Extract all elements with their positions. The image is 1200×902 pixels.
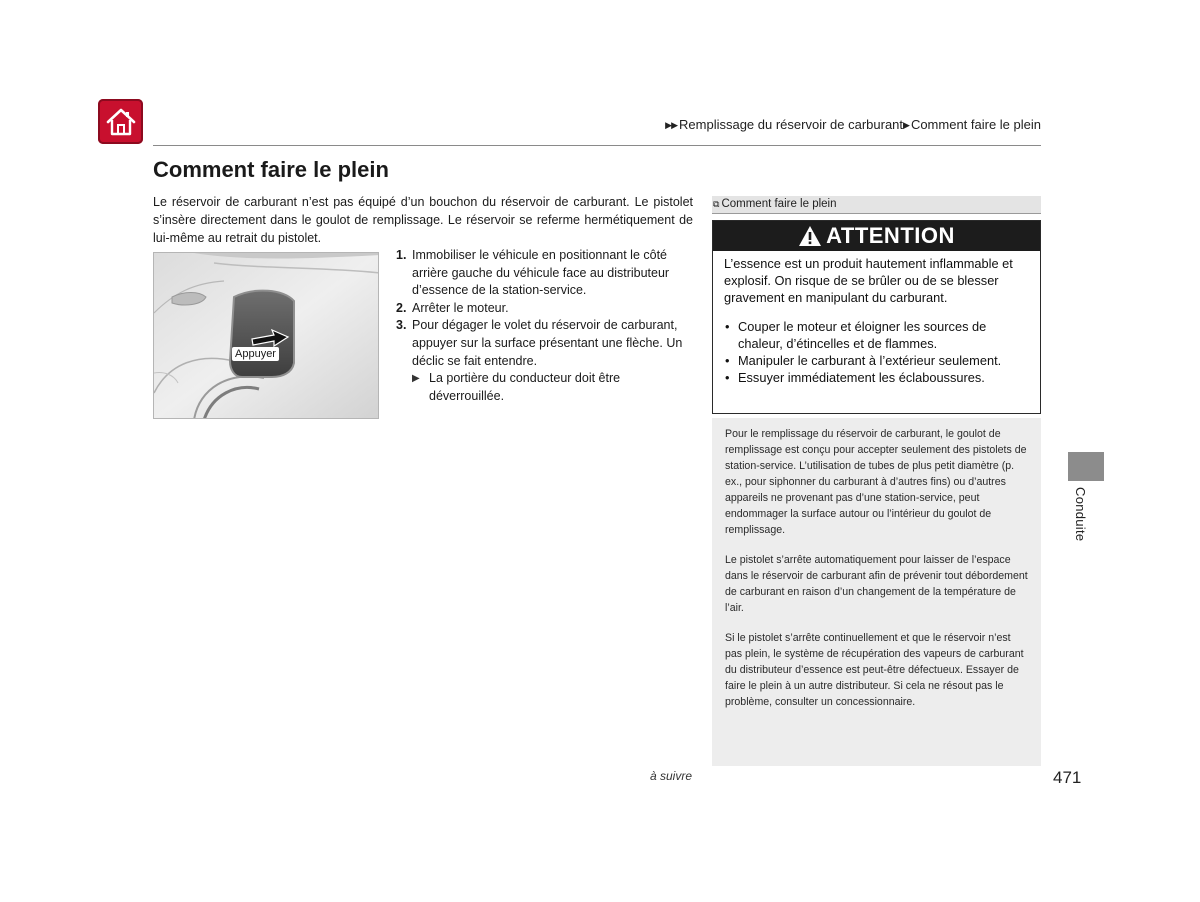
step-item	[396, 317, 692, 405]
step-item	[396, 247, 692, 300]
step-text: Immobiliser le véhicule en positionnant le côté arrière gauche du véhicule face au distributeur d’essence de la station-service.	[412, 248, 670, 298]
attention-bullet: • Essuyer immédiatement les éclaboussures.	[724, 369, 1030, 386]
continue-note: à suivre	[650, 769, 693, 783]
intro-paragraph: Le réservoir de carburant n’est pas équipé d’un bouchon du réservoir de carburant. Le pistolet s’insère directement dans le goulot de remplissage. Le réservoir se referme hermétiquement de lui-même au retrait du pistolet.	[153, 195, 693, 245]
step-note-text: La portière du conducteur doit être déverrouillée.	[429, 371, 621, 403]
step-item	[396, 300, 692, 318]
note-paragraph: Si le pistolet s’arrête continuellement et que le réservoir n’est pas plein, le système de récupération des vapeurs de carburant du distributeur d’essence est peut-être défectueux. Essayer de faire le plein à un autre distributeur. Si cela ne résout pas le problème, consulter un concessionnaire.	[725, 632, 1024, 708]
step-text: Pour dégager le volet du réservoir de carburant, appuyer sur la surface présentant une flèche. Un déclic se fait entendre.	[412, 318, 683, 368]
page-number: 471	[1053, 768, 1082, 787]
attention-body	[713, 251, 1040, 386]
step-number: 2.	[396, 300, 407, 315]
breadcrumb-item[interactable]: Remplissage du réservoir de carburant	[679, 117, 904, 132]
procedure-steps	[396, 247, 692, 405]
sidebar-header-text: Comment faire le plein	[721, 198, 837, 210]
breadcrumb	[665, 117, 1041, 132]
triangle-bullet-icon: ▶	[412, 373, 420, 385]
warning-icon	[798, 225, 822, 247]
sidebar-header	[712, 196, 1041, 214]
section-tab-marker[interactable]	[1068, 452, 1104, 481]
step-number: 3.	[396, 318, 407, 333]
double-arrow-icon: ▶▶	[665, 120, 678, 130]
attention-box	[712, 220, 1041, 414]
step-note	[412, 370, 692, 405]
attention-header	[713, 221, 1040, 251]
section-tab-label[interactable]: Conduite	[1073, 487, 1088, 542]
arrow-icon: ▶	[903, 120, 909, 130]
attention-intro: L’essence est un produit hautement inflammable et explosif. On risque de se brûler ou de se blesser gravement en manipulant du carburant.	[724, 256, 1013, 305]
attention-list	[724, 318, 1030, 386]
attention-bullet: • Couper le moteur et éloigner les sources de chaleur, d’étincelles et de flammes.	[724, 318, 1030, 352]
step-number: 1.	[396, 248, 407, 262]
home-icon	[105, 107, 137, 137]
fuel-door-illustration	[153, 252, 379, 419]
page-title: Comment faire le plein	[153, 157, 389, 182]
step-text: Arrêter le moteur.	[412, 300, 509, 315]
header-divider	[153, 145, 1041, 146]
attention-bullet: • Manipuler le carburant à l’extérieur seulement.	[724, 352, 1030, 369]
figure-callout-label: Appuyer	[232, 347, 279, 361]
sidebar-notes	[712, 418, 1041, 766]
reference-icon: ⧉	[713, 199, 720, 209]
note-paragraph: Le pistolet s’arrête automatiquement pour laisser de l’espace dans le réservoir de carburant afin de prévenir tout débordement de carburant en raison d’un changement de la température de l’air.	[725, 554, 1028, 614]
home-button[interactable]	[98, 99, 143, 144]
breadcrumb-item[interactable]: Comment faire le plein	[910, 117, 1041, 132]
attention-title: ATTENTION	[826, 223, 955, 248]
note-paragraph: Pour le remplissage du réservoir de carburant, le goulot de remplissage est conçu pour accepter seulement des pistolets de station-service. L’utilisation de tubes de plus petit diamètre (p. ex., pour siphonner du carburant à d’autres fins) ou d’autres appareils ne provenant pas d’une station-service, peut endommager la surface autour ou l’intérieur du goulot de remplissage.	[725, 428, 1027, 536]
